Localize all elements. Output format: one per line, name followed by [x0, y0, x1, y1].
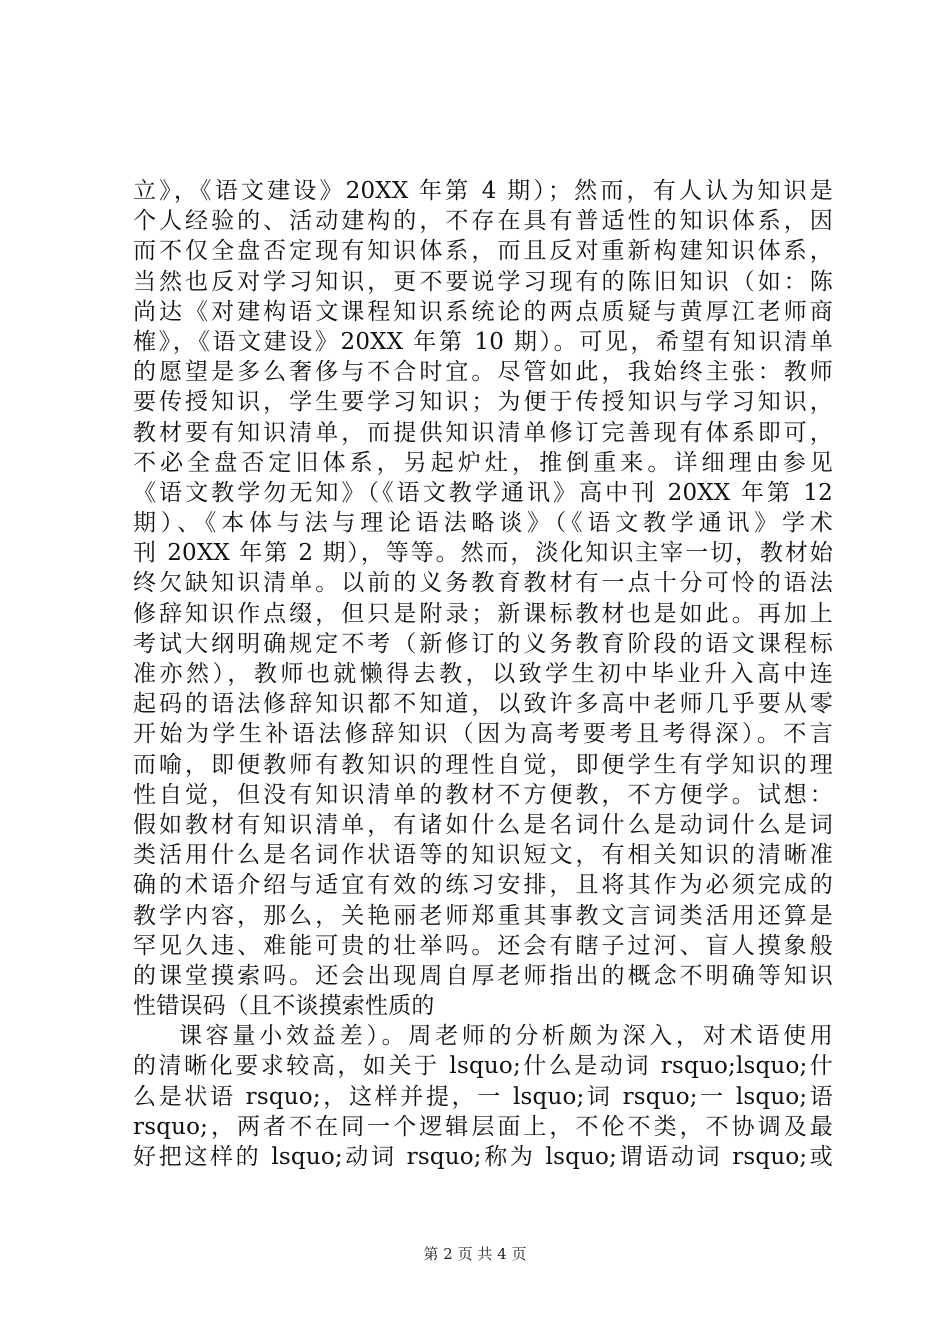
text-line: 而不仅全盘否定现有知识体系，而且反对重新构建知识体系，: [133, 238, 833, 265]
text-line: 立》，《语文建设》20XX 年第 4 期）；然而，有人认为知识是: [133, 178, 833, 204]
text-line: 教材要有知识清单，而提供知识清单修订完善现有体系即可，: [133, 419, 833, 446]
text-line-paragraph-start: 课容量小效益差）。周老师的分析颇为深入，对术语使用: [179, 1023, 833, 1050]
text-line: 刊 20XX 年第 2 期），等等。然而，淡化知识主宰一切，教材始: [133, 540, 833, 567]
text-line: 不必全盘否定旧体系，另起炉灶，推倒重来。详细理由参见: [133, 449, 833, 476]
text-line: 个人经验的、活动建构的，不存在具有普适性的知识体系，因: [133, 208, 833, 235]
text-line: 假如教材有知识清单，有诸如什么是名词什么是动词什么是词: [133, 811, 833, 838]
text-line: 起码的语法修辞知识都不知道，以致许多高中老师几乎要从零: [133, 691, 833, 718]
text-line: 的清晰化要求较高，如关于 lsquo;什么是动词 rsquo;lsquo;什: [133, 1053, 833, 1080]
text-line: 好把这样的 lsquo;动词 rsquo;称为 lsquo;谓语动词 rsquo;或: [133, 1144, 833, 1170]
text-line: 尚达《对建构语文课程知识系统论的两点质疑与黄厚江老师商: [133, 298, 833, 325]
text-line: 终欠缺知识清单。以前的义务教育教材有一点十分可怜的语法: [133, 570, 833, 597]
text-line: 类活用什么是名词作状语等的知识短文，有相关知识的清晰准: [133, 842, 833, 869]
text-line: 《语文教学勿无知》（《语文教学通讯》高中刊 20XX 年第 12: [133, 479, 833, 506]
page-number-footer: 第 2 页 共 4 页: [423, 1245, 527, 1263]
text-line: 确的术语介绍与适宜有效的练习安排，且将其作为必须完成的: [133, 872, 833, 899]
text-line: 要传授知识，学生要学习知识；为便于传授知识与学习知识，: [133, 389, 833, 416]
text-line: 性错误码（且不谈摸索性质的: [133, 993, 435, 1020]
text-line: 罕见久违、难能可贵的壮举吗。还会有瞎子过河、盲人摸象般: [133, 932, 833, 959]
text-line: 当然也反对学习知识，更不要说学习现有的陈旧知识（如：陈: [133, 268, 833, 295]
text-line: 修辞知识作点缀，但只是附录；新课标教材也是如此。再加上: [133, 600, 833, 627]
text-line: 性自觉，但没有知识清单的教材不方便教，不方便学。试想：: [133, 781, 833, 808]
text-line: 准亦然），教师也就懒得去教，以致学生初中毕业升入高中连: [133, 661, 833, 687]
text-line: 教学内容，那么，关艳丽老师郑重其事教文言词类活用还算是: [133, 902, 833, 929]
text-line: 的课堂摸索吗。还会出现周自厚老师指出的概念不明确等知识: [133, 962, 833, 989]
text-line: 而喻，即便教师有教知识的理性自觉，即便学生有学知识的理: [133, 751, 833, 778]
text-line: 开始为学生补语法修辞知识（因为高考要考且考得深）。不言: [133, 721, 833, 748]
body-text: [133, 176, 833, 1172]
text-line: 期）、《本体与法与理论语法略谈》（《语文教学通讯》学术: [133, 510, 833, 537]
text-line: rsquo;，两者不在同一个逻辑层面上，不伦不类，不协调及最: [133, 1113, 833, 1140]
text-line: 的愿望是多么奢侈与不合时宜。尽管如此，我始终主张：教师: [133, 359, 833, 386]
text-line: 考试大纲明确规定不考（新修订的义务教育阶段的语文课程标: [133, 630, 833, 657]
text-line: 么是状语 rsquo;，这样并提，一 lsquo;词 rsquo;一 lsquo;语: [133, 1083, 833, 1110]
text-line: 榷》，《语文建设》20XX 年第 10 期）。可见，希望有知识清单: [133, 328, 833, 355]
